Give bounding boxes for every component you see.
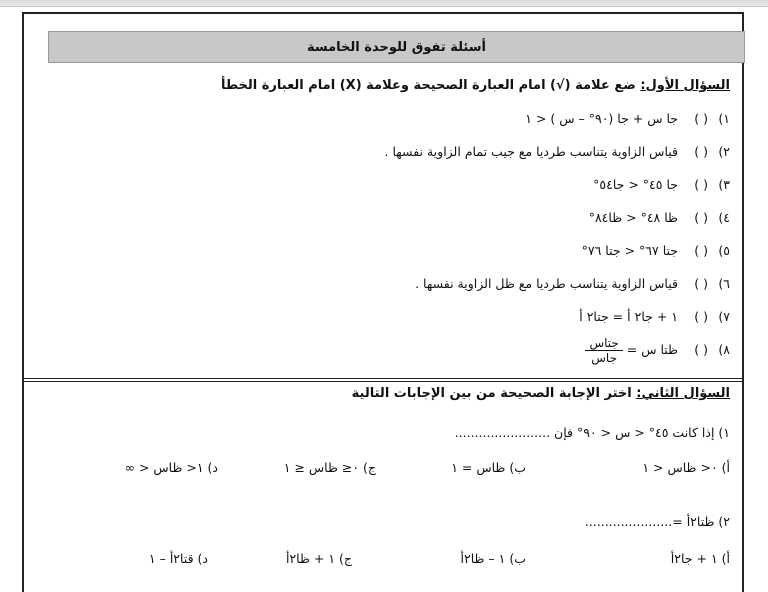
q2-instruction: اختر الإجابة الصحيحة من بين الإجابات التالية bbox=[351, 386, 637, 401]
answer-blank[interactable]: ( ) bbox=[694, 210, 708, 225]
q1-heading bbox=[221, 78, 730, 93]
answer-blank[interactable]: ( ) bbox=[694, 144, 708, 159]
q1-item-5: ٥)( )جتا ٦٧° < جتا ٧٦° bbox=[581, 243, 730, 258]
answer-blank[interactable]: ( ) bbox=[694, 177, 708, 192]
fraction-numerator: جتاس bbox=[585, 336, 622, 351]
q1-item-2: ٢)( )قياس الزاوية يتناسب طرديا مع جيب تمام الزاوية نفسها . bbox=[384, 144, 730, 159]
window-top-bar bbox=[0, 0, 768, 7]
answer-blank[interactable]: ( ) bbox=[694, 243, 708, 258]
q2-heading bbox=[352, 386, 730, 401]
q2-1-choice-a[interactable]: أ) ٠< ظاس < ١ bbox=[642, 460, 730, 475]
q2-1-choice-c[interactable]: ج) ٠≤ ظاس ≤ ١ bbox=[283, 460, 376, 475]
page-title: أسئلة تفوق للوحدة الخامسة bbox=[48, 31, 745, 63]
q2-item-1: ١) إذا كانت ٤٥° < س < ٩٠° فإن ........................ bbox=[454, 425, 730, 440]
q2-label: السؤال الثاني: bbox=[636, 386, 730, 401]
q1-instruction: ضع علامة (√) امام العبارة الصحيحة وعلامة (X) امام العبارة الخطأ bbox=[220, 78, 641, 93]
fraction-denominator: جاس bbox=[591, 351, 617, 365]
q2-2-choice-b[interactable]: ب) ١ – ظا٢أ bbox=[460, 551, 526, 566]
answer-blank[interactable]: ( ) bbox=[694, 342, 708, 357]
q1-item-1: ١)( )جا س + جا (٩٠° – س ) < ١ bbox=[525, 111, 730, 126]
q2-1-choice-b[interactable]: ب) ظاس = ١ bbox=[451, 460, 526, 475]
q1-item-8: ٨)( )ظتا س = $\frac{\text{جتاس}}{\text{جاس}}$ bbox=[585, 336, 730, 365]
q1-item-4: ٤)( )ظا ٤٨° < ظا٨٤° bbox=[588, 210, 730, 225]
answer-blank[interactable]: ( ) bbox=[694, 111, 708, 126]
answer-blank[interactable]: ( ) bbox=[694, 309, 708, 324]
q1-item-3: ٣)( )جا ٤٥° < جا٥٤° bbox=[593, 177, 730, 192]
q2-item-2: ٢) ظتا٢أ =...................... bbox=[584, 514, 730, 529]
fraction bbox=[585, 336, 622, 365]
section-divider bbox=[24, 378, 742, 382]
worksheet-page bbox=[22, 12, 744, 592]
q2-2-choice-a[interactable]: أ) ١ + جا٢أ bbox=[670, 551, 730, 566]
q2-2-choice-d[interactable]: د) قتا٢أ – ١ bbox=[148, 551, 208, 566]
answer-blank[interactable]: ( ) bbox=[694, 276, 708, 291]
q1-item-6: ٦)( )قياس الزاوية يتناسب طرديا مع ظل الزاوية نفسها . bbox=[415, 276, 730, 291]
q2-2-choice-c[interactable]: ج) ١ + ظا٢أ bbox=[285, 551, 352, 566]
q1-item-7: ٧)( )١ + جا٢ أ = جتا٢ أ bbox=[579, 309, 730, 324]
q2-1-choice-d[interactable]: د) ١< ظاس < ∞ bbox=[124, 460, 218, 475]
q1-label: السؤال الأول: bbox=[640, 78, 730, 93]
